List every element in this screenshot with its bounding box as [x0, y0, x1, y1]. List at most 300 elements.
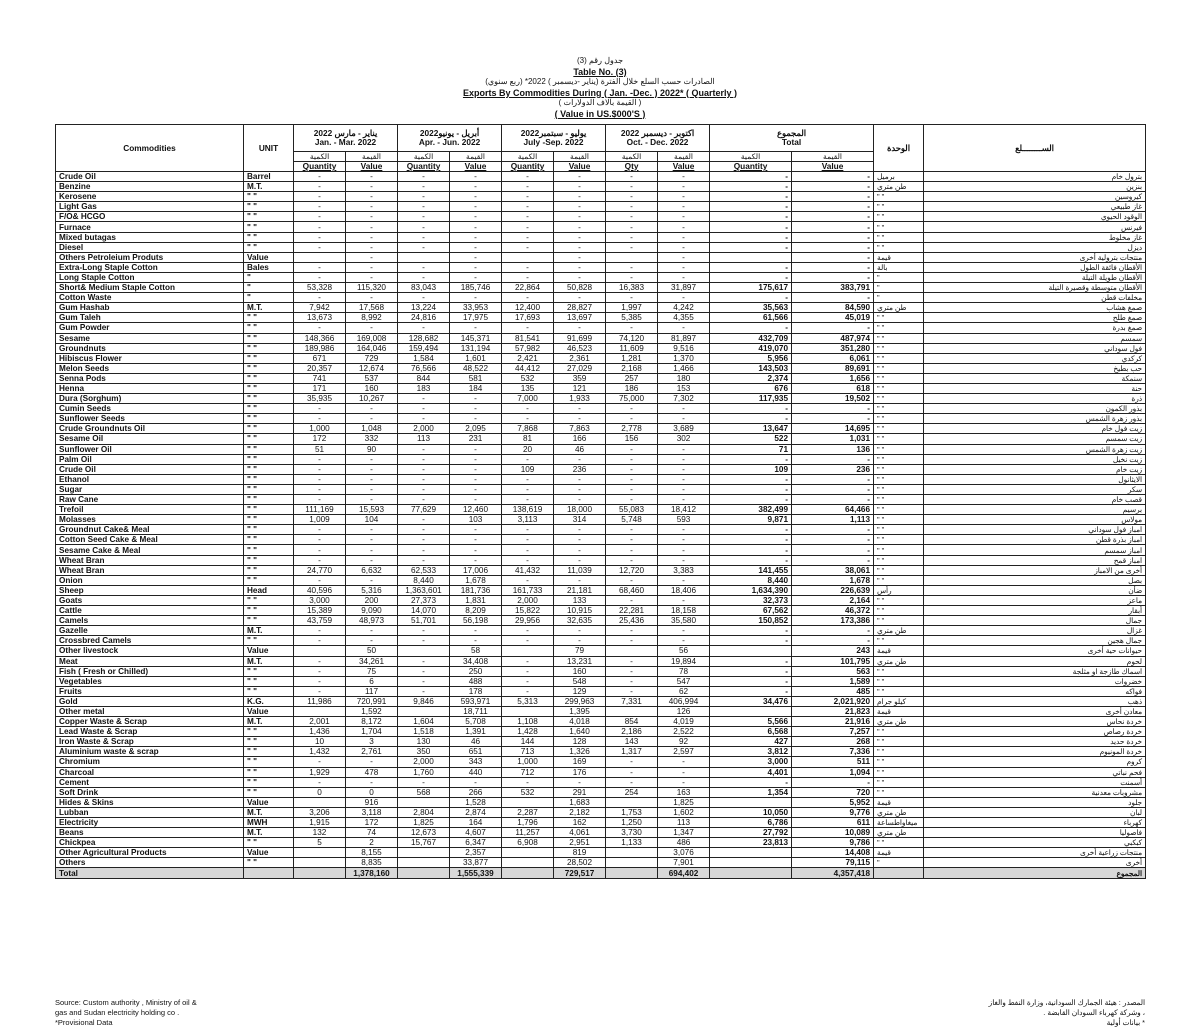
q3-quantity-cell: 135 [502, 383, 554, 393]
q3-value-cell: 121 [554, 383, 606, 393]
unit-arabic-cell: " " [874, 414, 924, 424]
table-row [56, 656, 1146, 666]
commodity-arabic-cell: فاصوليا [924, 828, 1146, 838]
q2-quantity-cell: - [398, 545, 450, 555]
total-quantity-cell: - [710, 545, 792, 555]
q2-value-cell: 343 [450, 757, 502, 767]
q2-value-cell: 2,357 [450, 848, 502, 858]
q2-value-cell: 33,877 [450, 858, 502, 868]
total-quantity-cell: - [710, 686, 792, 696]
unit-arabic-cell: " " [874, 464, 924, 474]
unit-arabic-cell: " " [874, 595, 924, 605]
unit-cell: " " [244, 394, 294, 404]
q1-quantity-cell: - [294, 293, 346, 303]
commodity-arabic-cell: امباز سمسم [924, 545, 1146, 555]
q4-value-cell: 31,897 [658, 283, 710, 293]
commodities-header: Commodities [56, 125, 244, 172]
q3-quantity-cell: 2,287 [502, 807, 554, 817]
q1-value-cell: - [346, 535, 398, 545]
q1-quantity-cell: 35,935 [294, 394, 346, 404]
total-value-cell: - [792, 636, 874, 646]
q4-quantity-cell: 5,748 [606, 515, 658, 525]
q1-value-cell: 729 [346, 353, 398, 363]
q3-quantity-cell: 1,108 [502, 717, 554, 727]
unit-arabic-cell: " " [874, 444, 924, 454]
q2-quantity-cell: 844 [398, 373, 450, 383]
q3-value-cell: 299,963 [554, 696, 606, 706]
q3-value-cell: - [554, 242, 606, 252]
q3-value-cell: - [554, 575, 606, 585]
q2-value-cell: - [450, 212, 502, 222]
q3-value-cell: 13,231 [554, 656, 606, 666]
total-value-cell: - [792, 495, 874, 505]
table-body [56, 172, 1146, 879]
unit-arabic-cell: " " [874, 495, 924, 505]
q1-value-cell: - [346, 555, 398, 565]
total-value-cell: 5,952 [792, 797, 874, 807]
commodity-cell: Gum Powder [56, 323, 244, 333]
q2-quantity-cell: 2,000 [398, 757, 450, 767]
q2-quantity-cell: 83,043 [398, 283, 450, 293]
unit-cell: Head [244, 585, 294, 595]
table-row [56, 686, 1146, 696]
q2-quantity-cell: - [398, 777, 450, 787]
total-quantity-cell: 143,503 [710, 363, 792, 373]
q1-value-cell: 169,008 [346, 333, 398, 343]
unit-cell: " " [244, 484, 294, 494]
commodity-arabic-cell: ماعز [924, 595, 1146, 605]
q1-value-cell: 478 [346, 767, 398, 777]
qty-arabic: الكمية [606, 152, 658, 162]
q3-value-cell: - [554, 182, 606, 192]
commodity-cell: Copper Waste & Scrap [56, 717, 244, 727]
commodity-cell: Long Staple Cotton [56, 272, 244, 282]
unit-arabic-cell: " [874, 283, 924, 293]
q1-quantity-cell: - [294, 192, 346, 202]
commodity-cell: Short& Medium Staple Cotton [56, 283, 244, 293]
q3-quantity-cell: 29,956 [502, 616, 554, 626]
q1-quantity-cell: 1,432 [294, 747, 346, 757]
total-value-cell: 19,502 [792, 394, 874, 404]
exports-table [55, 124, 1146, 879]
q3-quantity-cell: 44,412 [502, 363, 554, 373]
q2-quantity-cell: 350 [398, 747, 450, 757]
q4-value-cell: - [658, 242, 710, 252]
table-row [56, 444, 1146, 454]
total-value-cell: 720 [792, 787, 874, 797]
commodity-arabic-cell: صمغ بدرة [924, 323, 1146, 333]
q4-quantity-cell [606, 706, 658, 716]
q2-quantity-cell: - [398, 272, 450, 282]
q2-value-cell: 48,522 [450, 363, 502, 373]
unit-cell: " " [244, 616, 294, 626]
q3-value-cell: 1,395 [554, 706, 606, 716]
q2-value-cell: - [450, 404, 502, 414]
commodity-cell: Sheep [56, 585, 244, 595]
table-row [56, 333, 1146, 343]
q2-value-cell: 1,391 [450, 727, 502, 737]
q2-value-cell: - [450, 414, 502, 424]
q3-value-cell: - [554, 172, 606, 182]
q4-value-cell: 3,076 [658, 848, 710, 858]
unit-cell: " " [244, 222, 294, 232]
q3-value-cell: 27,029 [554, 363, 606, 373]
q1-value-cell: - [346, 484, 398, 494]
q2-quantity-cell: - [398, 232, 450, 242]
total-quantity-cell: 34,476 [710, 696, 792, 706]
q2-quantity-cell: 24,816 [398, 313, 450, 323]
unit-arabic-cell: " " [874, 404, 924, 414]
commodity-cell: Groundnut Cake& Meal [56, 525, 244, 535]
unit-cell: Barrel [244, 172, 294, 182]
commodity-arabic-cell: خضروات [924, 676, 1146, 686]
q1-quantity-cell: - [294, 202, 346, 212]
total-value-cell: 611 [792, 818, 874, 828]
q3-value-cell: 2,182 [554, 807, 606, 817]
q1-value-cell: 17,568 [346, 303, 398, 313]
q2-value-cell: 2,874 [450, 807, 502, 817]
unit-cell: Value [244, 706, 294, 716]
total-value-cell: - [792, 202, 874, 212]
unit-arabic-cell: " " [874, 535, 924, 545]
unit-arabic-cell: " " [874, 212, 924, 222]
total-value-cell: - [792, 777, 874, 787]
q4-quantity-cell: - [606, 636, 658, 646]
q3-quantity-cell: 6,908 [502, 838, 554, 848]
commodity-cell: Crude Groundnuts Oil [56, 424, 244, 434]
unit-header-arabic: الوحدة [874, 125, 924, 172]
unit-header: UNIT [244, 125, 294, 172]
q4-value-cell: 302 [658, 434, 710, 444]
q4-value-cell: - [658, 464, 710, 474]
provisional-note: *Provisional Data [55, 1018, 113, 1027]
total-value-cell: 6,061 [792, 353, 874, 363]
q4-quantity-cell: 7,331 [606, 696, 658, 706]
q2-quantity-cell: - [398, 202, 450, 212]
q1-quantity-cell: 171 [294, 383, 346, 393]
q2-value-cell: - [450, 636, 502, 646]
unit-arabic-cell: " " [874, 606, 924, 616]
commodity-cell: Charcoal [56, 767, 244, 777]
q4-quantity-cell: 5,385 [606, 313, 658, 323]
q2-quantity-cell: 183 [398, 383, 450, 393]
table-row [56, 838, 1146, 848]
unit-cell: " " [244, 495, 294, 505]
q4-value-cell: 593 [658, 515, 710, 525]
q3-value-cell: 1,683 [554, 797, 606, 807]
total-quantity-cell: - [710, 172, 792, 182]
table-row [56, 394, 1146, 404]
table-row [56, 797, 1146, 807]
q1-value-cell: 3,118 [346, 807, 398, 817]
table-row [56, 606, 1146, 616]
q3-quantity-cell: 1,796 [502, 818, 554, 828]
q4-value-cell: 3,689 [658, 424, 710, 434]
commodity-arabic-cell: سمسم [924, 333, 1146, 343]
total-quantity-cell: 67,562 [710, 606, 792, 616]
total-value-cell: - [792, 293, 874, 303]
q4-quantity-cell: - [606, 555, 658, 565]
q1-quantity-cell: - [294, 464, 346, 474]
q4-quantity-cell: - [606, 484, 658, 494]
commodity-cell: Others [56, 858, 244, 868]
commodity-arabic-cell: ديزل [924, 242, 1146, 252]
total-quantity-cell: - [710, 454, 792, 464]
unit-cell: " " [244, 232, 294, 242]
q3-quantity-cell: 161,733 [502, 585, 554, 595]
q2-quantity-cell: - [398, 656, 450, 666]
total-value-cell: 84,590 [792, 303, 874, 313]
q4-quantity-cell: - [606, 686, 658, 696]
commodity-cell: Sugar [56, 484, 244, 494]
q2-value-cell: 8,209 [450, 606, 502, 616]
q2-quantity-cell: - [398, 212, 450, 222]
q1-quantity-cell: 40,596 [294, 585, 346, 595]
q1-value-cell: - [346, 323, 398, 333]
total-quantity-cell: 6,786 [710, 818, 792, 828]
commodity-arabic-cell: حيوانات حية أخرى [924, 646, 1146, 656]
q2-value-cell: 6,347 [450, 838, 502, 848]
commodity-arabic-cell: زيت فول خام [924, 424, 1146, 434]
commodity-arabic-cell: سكر [924, 484, 1146, 494]
q2-value-cell: - [450, 394, 502, 404]
q1-quantity-cell: - [294, 232, 346, 242]
table-row [56, 787, 1146, 797]
unit-arabic-cell: " " [874, 484, 924, 494]
q4-value-cell: - [658, 545, 710, 555]
q1-value-cell: 164,046 [346, 343, 398, 353]
total-value-cell: - [792, 545, 874, 555]
q1-value-cell: 1,704 [346, 727, 398, 737]
q1-value-cell: - [346, 495, 398, 505]
commodity-arabic-cell: فول سوداني [924, 343, 1146, 353]
q4-quantity-cell: - [606, 535, 658, 545]
total-value-cell: - [792, 252, 874, 262]
quantity-header: Quantity [710, 162, 792, 172]
table-row [56, 747, 1146, 757]
q3-quantity-cell [502, 868, 554, 878]
q4-value-cell: - [658, 767, 710, 777]
total-value-cell: 173,386 [792, 616, 874, 626]
unit-cell: M.T. [244, 626, 294, 636]
q2-quantity-cell: 27,373 [398, 595, 450, 605]
commodity-arabic-cell: ذهب [924, 696, 1146, 706]
total-value-cell: 2,164 [792, 595, 874, 605]
q4-header-arabic: اكتوبر - ديسمبر 2022 [620, 128, 695, 138]
q3-quantity-cell: 11,257 [502, 828, 554, 838]
q3-value-cell: 128 [554, 737, 606, 747]
commodity-cell: Gum Taleh [56, 313, 244, 323]
total-quantity-cell: 35,563 [710, 303, 792, 313]
unit-arabic-cell: قيمة [874, 797, 924, 807]
commodity-cell: Gazelle [56, 626, 244, 636]
source-line-2: gas and Sudan electricity holding co . [55, 1008, 180, 1017]
q3-value-cell: - [554, 202, 606, 212]
commodity-arabic-cell: جمال هجين [924, 636, 1146, 646]
q4-value-cell: 1,825 [658, 797, 710, 807]
unit-cell: " " [244, 575, 294, 585]
total-quantity-cell: 9,871 [710, 515, 792, 525]
q3-value-cell: 50,828 [554, 283, 606, 293]
q3-quantity-cell: - [502, 484, 554, 494]
commodity-cell: Wheat Bran [56, 565, 244, 575]
commodity-cell: Benzine [56, 182, 244, 192]
q4-value-cell: - [658, 555, 710, 565]
unit-cell: " " [244, 202, 294, 212]
q1-value-cell: 117 [346, 686, 398, 696]
q4-value-cell: 1,370 [658, 353, 710, 363]
q3-quantity-cell [502, 797, 554, 807]
unit-arabic-cell: " " [874, 333, 924, 343]
q2-value-cell: 1,831 [450, 595, 502, 605]
commodity-cell: Chromium [56, 757, 244, 767]
total-value-cell: 21,823 [792, 706, 874, 716]
unit-cell: " " [244, 464, 294, 474]
commodity-arabic-cell: بترول خام [924, 172, 1146, 182]
q4-value-cell: - [658, 404, 710, 414]
q2-value-cell: - [450, 172, 502, 182]
q3-value-cell: - [554, 262, 606, 272]
q4-value-cell: 3,383 [658, 565, 710, 575]
commodity-cell: Hibiscus Flower [56, 353, 244, 363]
quantity-header: Quantity [398, 162, 450, 172]
q2-quantity-cell [398, 868, 450, 878]
commodity-cell: Molasses [56, 515, 244, 525]
q1-value-cell: 34,261 [346, 656, 398, 666]
q3-quantity-cell: - [502, 535, 554, 545]
table-row [56, 848, 1146, 858]
total-value-cell: 618 [792, 383, 874, 393]
q2-quantity-cell: 130 [398, 737, 450, 747]
q3-value-cell: - [554, 474, 606, 484]
unit-arabic-cell: " " [874, 242, 924, 252]
q3-value-cell: 46,523 [554, 343, 606, 353]
q3-quantity-cell: 2,421 [502, 353, 554, 363]
q1-quantity-cell: - [294, 757, 346, 767]
q2-value-cell: 181,736 [450, 585, 502, 595]
q4-value-cell: 81,897 [658, 333, 710, 343]
commodity-arabic-cell: بذور الكمون [924, 404, 1146, 414]
q4-value-cell: 19,894 [658, 656, 710, 666]
commodity-cell: Ethanol [56, 474, 244, 484]
q1-value-cell: - [346, 252, 398, 262]
q1-quantity-cell: 10 [294, 737, 346, 747]
total-value-cell: 45,019 [792, 313, 874, 323]
q1-value-cell: - [346, 262, 398, 272]
total-quantity-cell: 6,568 [710, 727, 792, 737]
commodity-cell: Dura (Sorghum) [56, 394, 244, 404]
q1-quantity-cell: - [294, 242, 346, 252]
exports-title: Exports By Commodities During ( Jan. -Dec. ) 2022* ( Quarterly ) [462, 87, 738, 98]
q1-quantity-cell: 189,986 [294, 343, 346, 353]
q1-value-cell: 332 [346, 434, 398, 444]
q2-value-cell: - [450, 293, 502, 303]
commodity-cell: Diesel [56, 242, 244, 252]
q1-value-cell: - [346, 757, 398, 767]
unit-cell: " [244, 272, 294, 282]
commodity-cell: Mixed butagas [56, 232, 244, 242]
q2-quantity-cell: - [398, 172, 450, 182]
unit-cell: " " [244, 353, 294, 363]
total-value-cell: 21,916 [792, 717, 874, 727]
total-quantity-cell: - [710, 212, 792, 222]
commodity-arabic-cell: الأقطان متوسطة وقصيرة التيلة [924, 283, 1146, 293]
table-row [56, 767, 1146, 777]
table-row [56, 616, 1146, 626]
q4-quantity-cell: 156 [606, 434, 658, 444]
q2-value-cell: 145,371 [450, 333, 502, 343]
unit-arabic-cell: طن متري [874, 717, 924, 727]
table-row [56, 555, 1146, 565]
q3-quantity-cell [502, 706, 554, 716]
q4-value-cell: 180 [658, 373, 710, 383]
unit-cell: " " [244, 777, 294, 787]
q1-value-cell: - [346, 525, 398, 535]
q4-quantity-cell: 2,168 [606, 363, 658, 373]
q1-value-cell: - [346, 242, 398, 252]
total-value-cell: - [792, 484, 874, 494]
q1-value-cell: - [346, 172, 398, 182]
unit-arabic-cell: طن متري [874, 182, 924, 192]
q4-value-cell: - [658, 252, 710, 262]
q2-value-cell: - [450, 182, 502, 192]
q4-value-cell: 78 [658, 666, 710, 676]
total-quantity-cell [710, 252, 792, 262]
q4-quantity-cell: - [606, 172, 658, 182]
q3-value-cell: - [554, 454, 606, 464]
q3-quantity-cell: - [502, 495, 554, 505]
total-quantity-cell: - [710, 474, 792, 484]
total-quantity-cell: - [710, 222, 792, 232]
q4-quantity-cell: - [606, 676, 658, 686]
total-value-cell: - [792, 262, 874, 272]
unit-arabic-cell: طن متري [874, 656, 924, 666]
q3-value-cell: 11,039 [554, 565, 606, 575]
q4-quantity-cell: 11,609 [606, 343, 658, 353]
q2-quantity-cell: - [398, 293, 450, 303]
unit-cell: " " [244, 323, 294, 333]
table-row [56, 575, 1146, 585]
q4-quantity-cell: 12,720 [606, 565, 658, 575]
q1-value-cell: 1,378,160 [346, 868, 398, 878]
total-value-cell: - [792, 454, 874, 464]
q1-quantity-cell: 671 [294, 353, 346, 363]
q1-value-cell: 115,320 [346, 283, 398, 293]
q4-value-cell: 1,466 [658, 363, 710, 373]
q1-quantity-cell [294, 858, 346, 868]
q1-value-cell: - [346, 404, 398, 414]
total-value-cell: 1,678 [792, 575, 874, 585]
unit-arabic-cell: " " [874, 666, 924, 676]
total-value-cell: 563 [792, 666, 874, 676]
q3-value-cell: - [554, 484, 606, 494]
q2-value-cell: - [450, 484, 502, 494]
total-quantity-cell: - [710, 232, 792, 242]
value-header: Value [792, 162, 874, 172]
commodity-cell: Other metal [56, 706, 244, 716]
commodity-cell: Sesame [56, 333, 244, 343]
q3-value-cell: 4,018 [554, 717, 606, 727]
unit-arabic-cell: " " [874, 383, 924, 393]
q2-value-cell: 58 [450, 646, 502, 656]
commodity-arabic-cell: كبكبي [924, 838, 1146, 848]
commodity-arabic-cell: منتجات زراعية أخرى [924, 848, 1146, 858]
table-row [56, 424, 1146, 434]
q2-value-cell: - [450, 777, 502, 787]
unit-arabic-cell: رأس [874, 585, 924, 595]
unit-cell: M.T. [244, 303, 294, 313]
q3-quantity-cell: - [502, 182, 554, 192]
